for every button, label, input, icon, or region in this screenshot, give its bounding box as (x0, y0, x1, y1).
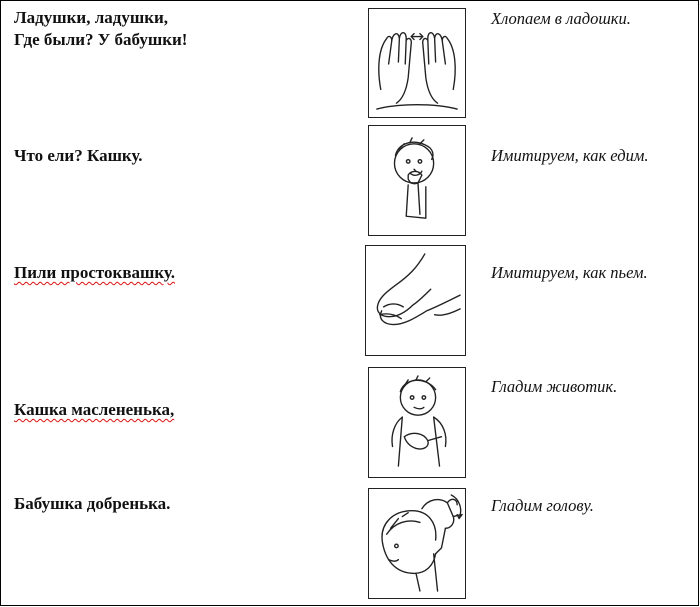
verse-line: Кашка маслененька, (14, 400, 175, 419)
clapping-hands-icon (368, 8, 466, 118)
action-text: Гладим голову. (491, 496, 594, 515)
child-stroking-head-icon (368, 488, 466, 599)
action-text: Хлопаем в ладошки. (491, 9, 631, 28)
child-stroking-tummy-icon (368, 367, 466, 478)
action-text: Имитируем, как едим. (491, 146, 649, 165)
verse-text (14, 7, 187, 51)
child-eating-icon (368, 125, 466, 236)
verse-text (14, 493, 170, 515)
cupped-hands-icon (365, 245, 466, 356)
action-text: Гладим животик. (491, 377, 618, 396)
verse-line: Ладушки, ладушки, (14, 8, 169, 27)
verse-line: Бабушка добренька. (14, 494, 171, 513)
verse-line: Где были? У бабушки! (14, 30, 188, 49)
verse-text (14, 399, 174, 421)
action-text: Имитируем, как пьем. (491, 263, 648, 282)
verse-text (14, 145, 143, 167)
verse-line: Пили простоквашку. (14, 263, 175, 282)
verse-line: Что ели? Кашку. (14, 146, 143, 165)
verse-text (14, 262, 175, 284)
